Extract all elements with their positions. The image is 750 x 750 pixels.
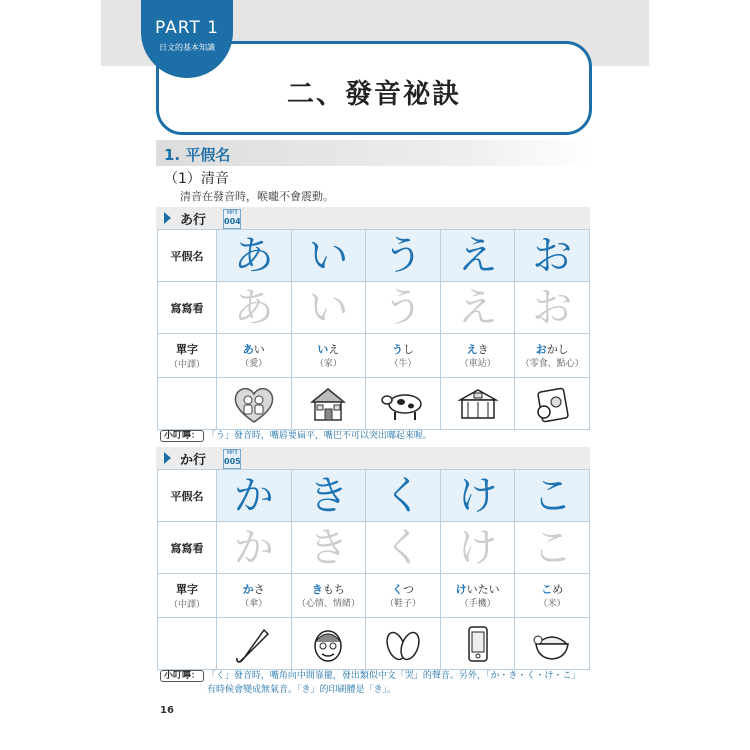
kana-cell: う xyxy=(366,230,441,282)
part-label: PART 1 xyxy=(155,18,219,38)
row-label-word: 單字 （中譯） xyxy=(158,334,217,378)
tip-label: 小叮嚀： xyxy=(160,430,204,442)
row-label-kana: 平假名 xyxy=(158,470,217,522)
rice-icon xyxy=(528,624,576,664)
tip-text: 「う」發音時，嘴唇要扁平，嘴巴不可以突出嘟起來喔。 xyxy=(206,431,432,441)
picture-cell xyxy=(217,618,292,670)
practice-cell: え xyxy=(440,282,515,334)
practice-cell: い xyxy=(291,282,366,334)
kana-cell: お xyxy=(515,230,590,282)
kana-cell: あ xyxy=(217,230,292,282)
picture-cell xyxy=(217,378,292,430)
row-label-kana: 平假名 xyxy=(158,230,217,282)
row-label-practice: 寫寫看 xyxy=(158,522,217,574)
kana-cell: え xyxy=(440,230,515,282)
kana-cell: い xyxy=(291,230,366,282)
kana-row xyxy=(158,470,590,522)
group-header-ka xyxy=(156,447,590,469)
mp3-track-badge: MP3 005 xyxy=(223,449,241,469)
picture-row xyxy=(158,378,590,430)
tip-ka xyxy=(160,670,580,682)
word-cell: いえ （家） xyxy=(291,334,366,378)
tip-label: 小叮嚀： xyxy=(160,670,204,682)
section-description: 清音在發音時，喉嚨不會震動。 xyxy=(180,190,334,203)
mp3-track-badge: MP3 004 xyxy=(223,209,241,229)
page-title: 二、發音祕訣 xyxy=(287,79,461,110)
play-triangle-icon xyxy=(164,212,171,224)
picture-cell xyxy=(366,618,441,670)
practice-cell: け xyxy=(440,522,515,574)
practice-cell: う xyxy=(366,282,441,334)
word-row xyxy=(158,334,590,378)
row-label-practice: 寫寫看 xyxy=(158,282,217,334)
tip-text: 有時候會變成無氣音。「き」的印刷體是「き」。 xyxy=(207,685,397,695)
tip-a xyxy=(160,430,432,442)
heart-couple-icon xyxy=(230,384,278,424)
tip-text: 「く」發音時，嘴角向中間靠攏，發出類似中文「哭」的聲音。另外，「か・き・く・け・こ」 xyxy=(206,671,581,681)
picture-cell xyxy=(291,378,366,430)
kana-cell: け xyxy=(440,470,515,522)
kana-table-a xyxy=(157,229,590,430)
subsection-title: （1）清音 xyxy=(164,171,229,187)
tip-ka-line2 xyxy=(207,684,396,696)
shoes-icon xyxy=(379,624,427,664)
row-label-word: 單字 （中譯） xyxy=(158,574,217,618)
word-cell: おかし （零食、點心） xyxy=(515,334,590,378)
phone-icon xyxy=(454,624,502,664)
picture-cell xyxy=(440,618,515,670)
kana-cell: く xyxy=(366,470,441,522)
cow-icon xyxy=(379,384,427,424)
group-name: あ行 xyxy=(180,213,207,228)
picture-cell xyxy=(515,378,590,430)
picture-cell xyxy=(366,378,441,430)
practice-cell: き xyxy=(291,522,366,574)
word-cell: かさ （傘） xyxy=(217,574,292,618)
word-cell: けいたい （手機） xyxy=(440,574,515,618)
section-title: 1. 平假名 xyxy=(164,146,231,164)
practice-row xyxy=(158,282,590,334)
picture-cell xyxy=(515,618,590,670)
picture-cell xyxy=(440,378,515,430)
picture-row xyxy=(158,618,590,670)
word-cell: あい （愛） xyxy=(217,334,292,378)
word-cell: うし （牛） xyxy=(366,334,441,378)
kana-cell: か xyxy=(217,470,292,522)
play-triangle-icon xyxy=(164,452,171,464)
house-icon xyxy=(304,384,352,424)
row-label-empty xyxy=(158,618,217,670)
practice-cell: こ xyxy=(515,522,590,574)
station-icon xyxy=(454,384,502,424)
face-icon xyxy=(304,624,352,664)
practice-cell: お xyxy=(515,282,590,334)
word-cell: えき （車站） xyxy=(440,334,515,378)
kana-row xyxy=(158,230,590,282)
group-header-a xyxy=(156,207,590,229)
group-name: か行 xyxy=(180,453,207,468)
practice-cell: か xyxy=(217,522,292,574)
kana-cell: き xyxy=(291,470,366,522)
practice-row xyxy=(158,522,590,574)
word-cell: きもち （心情、情緒） xyxy=(291,574,366,618)
word-row xyxy=(158,574,590,618)
word-cell: くつ （鞋子） xyxy=(366,574,441,618)
kana-table-ka xyxy=(157,469,590,670)
picture-cell xyxy=(291,618,366,670)
word-cell: こめ （米） xyxy=(515,574,590,618)
practice-cell: く xyxy=(366,522,441,574)
kana-cell: こ xyxy=(515,470,590,522)
snack-icon xyxy=(528,384,576,424)
part-subtitle: 日文的基本知識 xyxy=(159,43,215,52)
row-label-empty xyxy=(158,378,217,430)
page-number: 16 xyxy=(160,705,174,716)
umbrella-icon xyxy=(230,624,278,664)
practice-cell: あ xyxy=(217,282,292,334)
